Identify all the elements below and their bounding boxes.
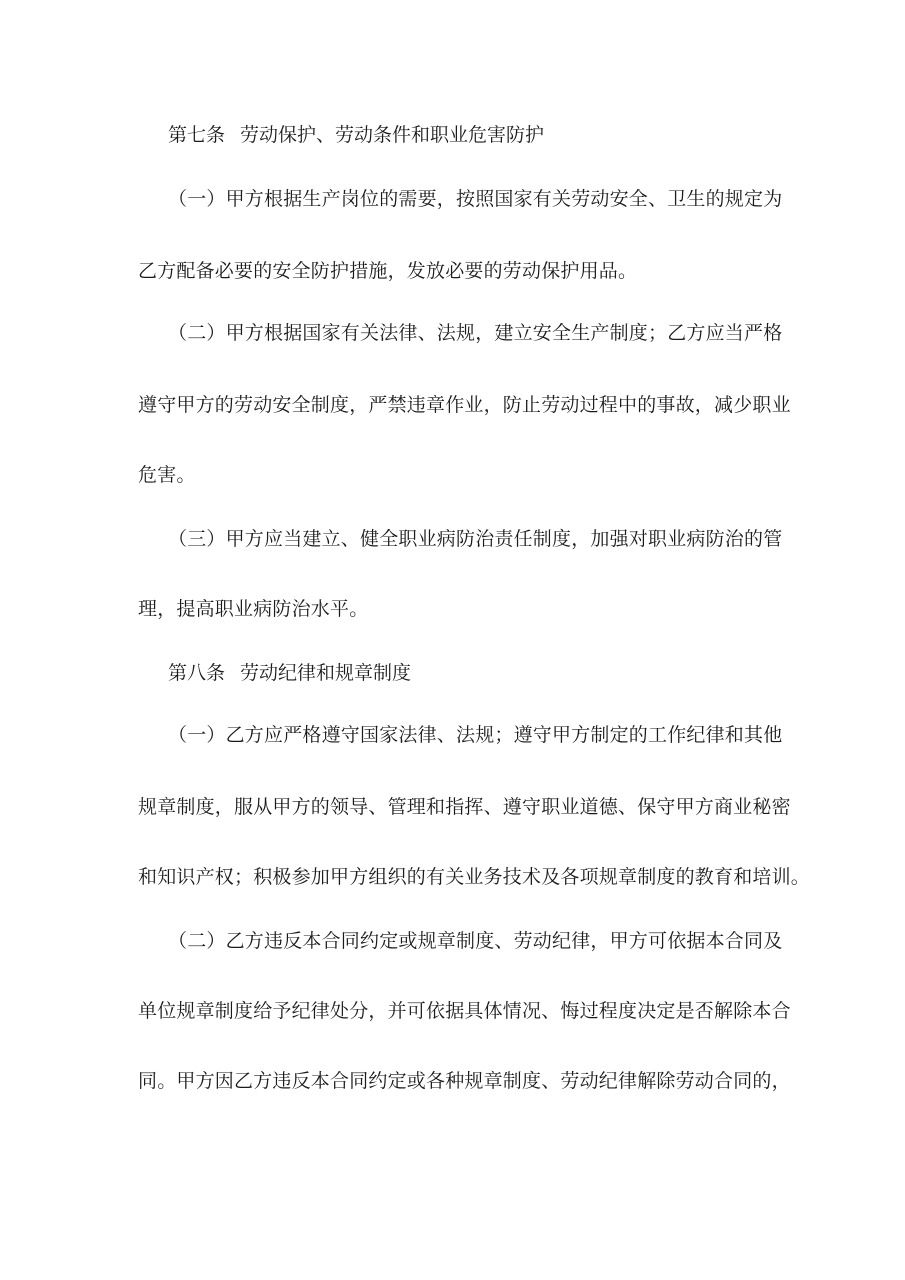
article-7-clause-2-line-1: （二）甲方根据国家有关法律、法规，建立安全生产制度；乙方应当严格 bbox=[168, 322, 783, 344]
article-7-clause-3-line-2: 理，提高职业病防治水平。 bbox=[138, 598, 369, 620]
article-8-clause-2-line-2: 单位规章制度给予纪律处分，并可依据具体情况、悔过程度决定是否解除本合 bbox=[138, 1000, 791, 1022]
article-8-clause-1-line-1: （一）乙方应严格遵守国家法律、法规；遵守甲方制定的工作纪律和其他 bbox=[168, 724, 783, 746]
article-8-clause-1-line-2: 规章制度，服从甲方的领导、管理和指挥、遵守职业道德、保守甲方商业秘密 bbox=[138, 796, 791, 818]
article-8-clause-2-line-1: （二）乙方违反本合同约定或规章制度、劳动纪律，甲方可依据本合同及 bbox=[168, 930, 783, 952]
article-7-heading bbox=[168, 122, 544, 148]
article-8-heading bbox=[168, 660, 411, 686]
article-8-title: 劳动纪律和规章制度 bbox=[240, 662, 412, 684]
article-7-title: 劳动保护、劳动条件和职业危害防护 bbox=[240, 124, 545, 146]
article-7-clause-2-line-2: 遵守甲方的劳动安全制度，严禁违章作业，防止劳动过程中的事故，减少职业 bbox=[138, 394, 791, 416]
article-7-clause-2-line-3: 危害。 bbox=[138, 464, 196, 486]
article-7-clause-1-line-2: 乙方配备必要的安全防护措施，发放必要的劳动保护用品。 bbox=[138, 260, 638, 282]
article-8-clause-2-line-3: 同。甲方因乙方违反本合同约定或各种规章制度、劳动纪律解除劳动合同的， bbox=[138, 1070, 791, 1092]
article-8-clause-1-line-3: 和知识产权；积极参加甲方组织的有关业务技术及各项规章制度的教育和培训。 bbox=[138, 866, 811, 888]
article-7-clause-1-line-1: （一）甲方根据生产岗位的需要，按照国家有关劳动安全、卫生的规定为 bbox=[168, 188, 783, 210]
article-7-clause-3-line-1: （三）甲方应当建立、健全职业病防治责任制度，加强对职业病防治的管 bbox=[168, 528, 783, 550]
article-7-number: 第七条 bbox=[168, 124, 226, 146]
article-8-number: 第八条 bbox=[168, 662, 226, 684]
